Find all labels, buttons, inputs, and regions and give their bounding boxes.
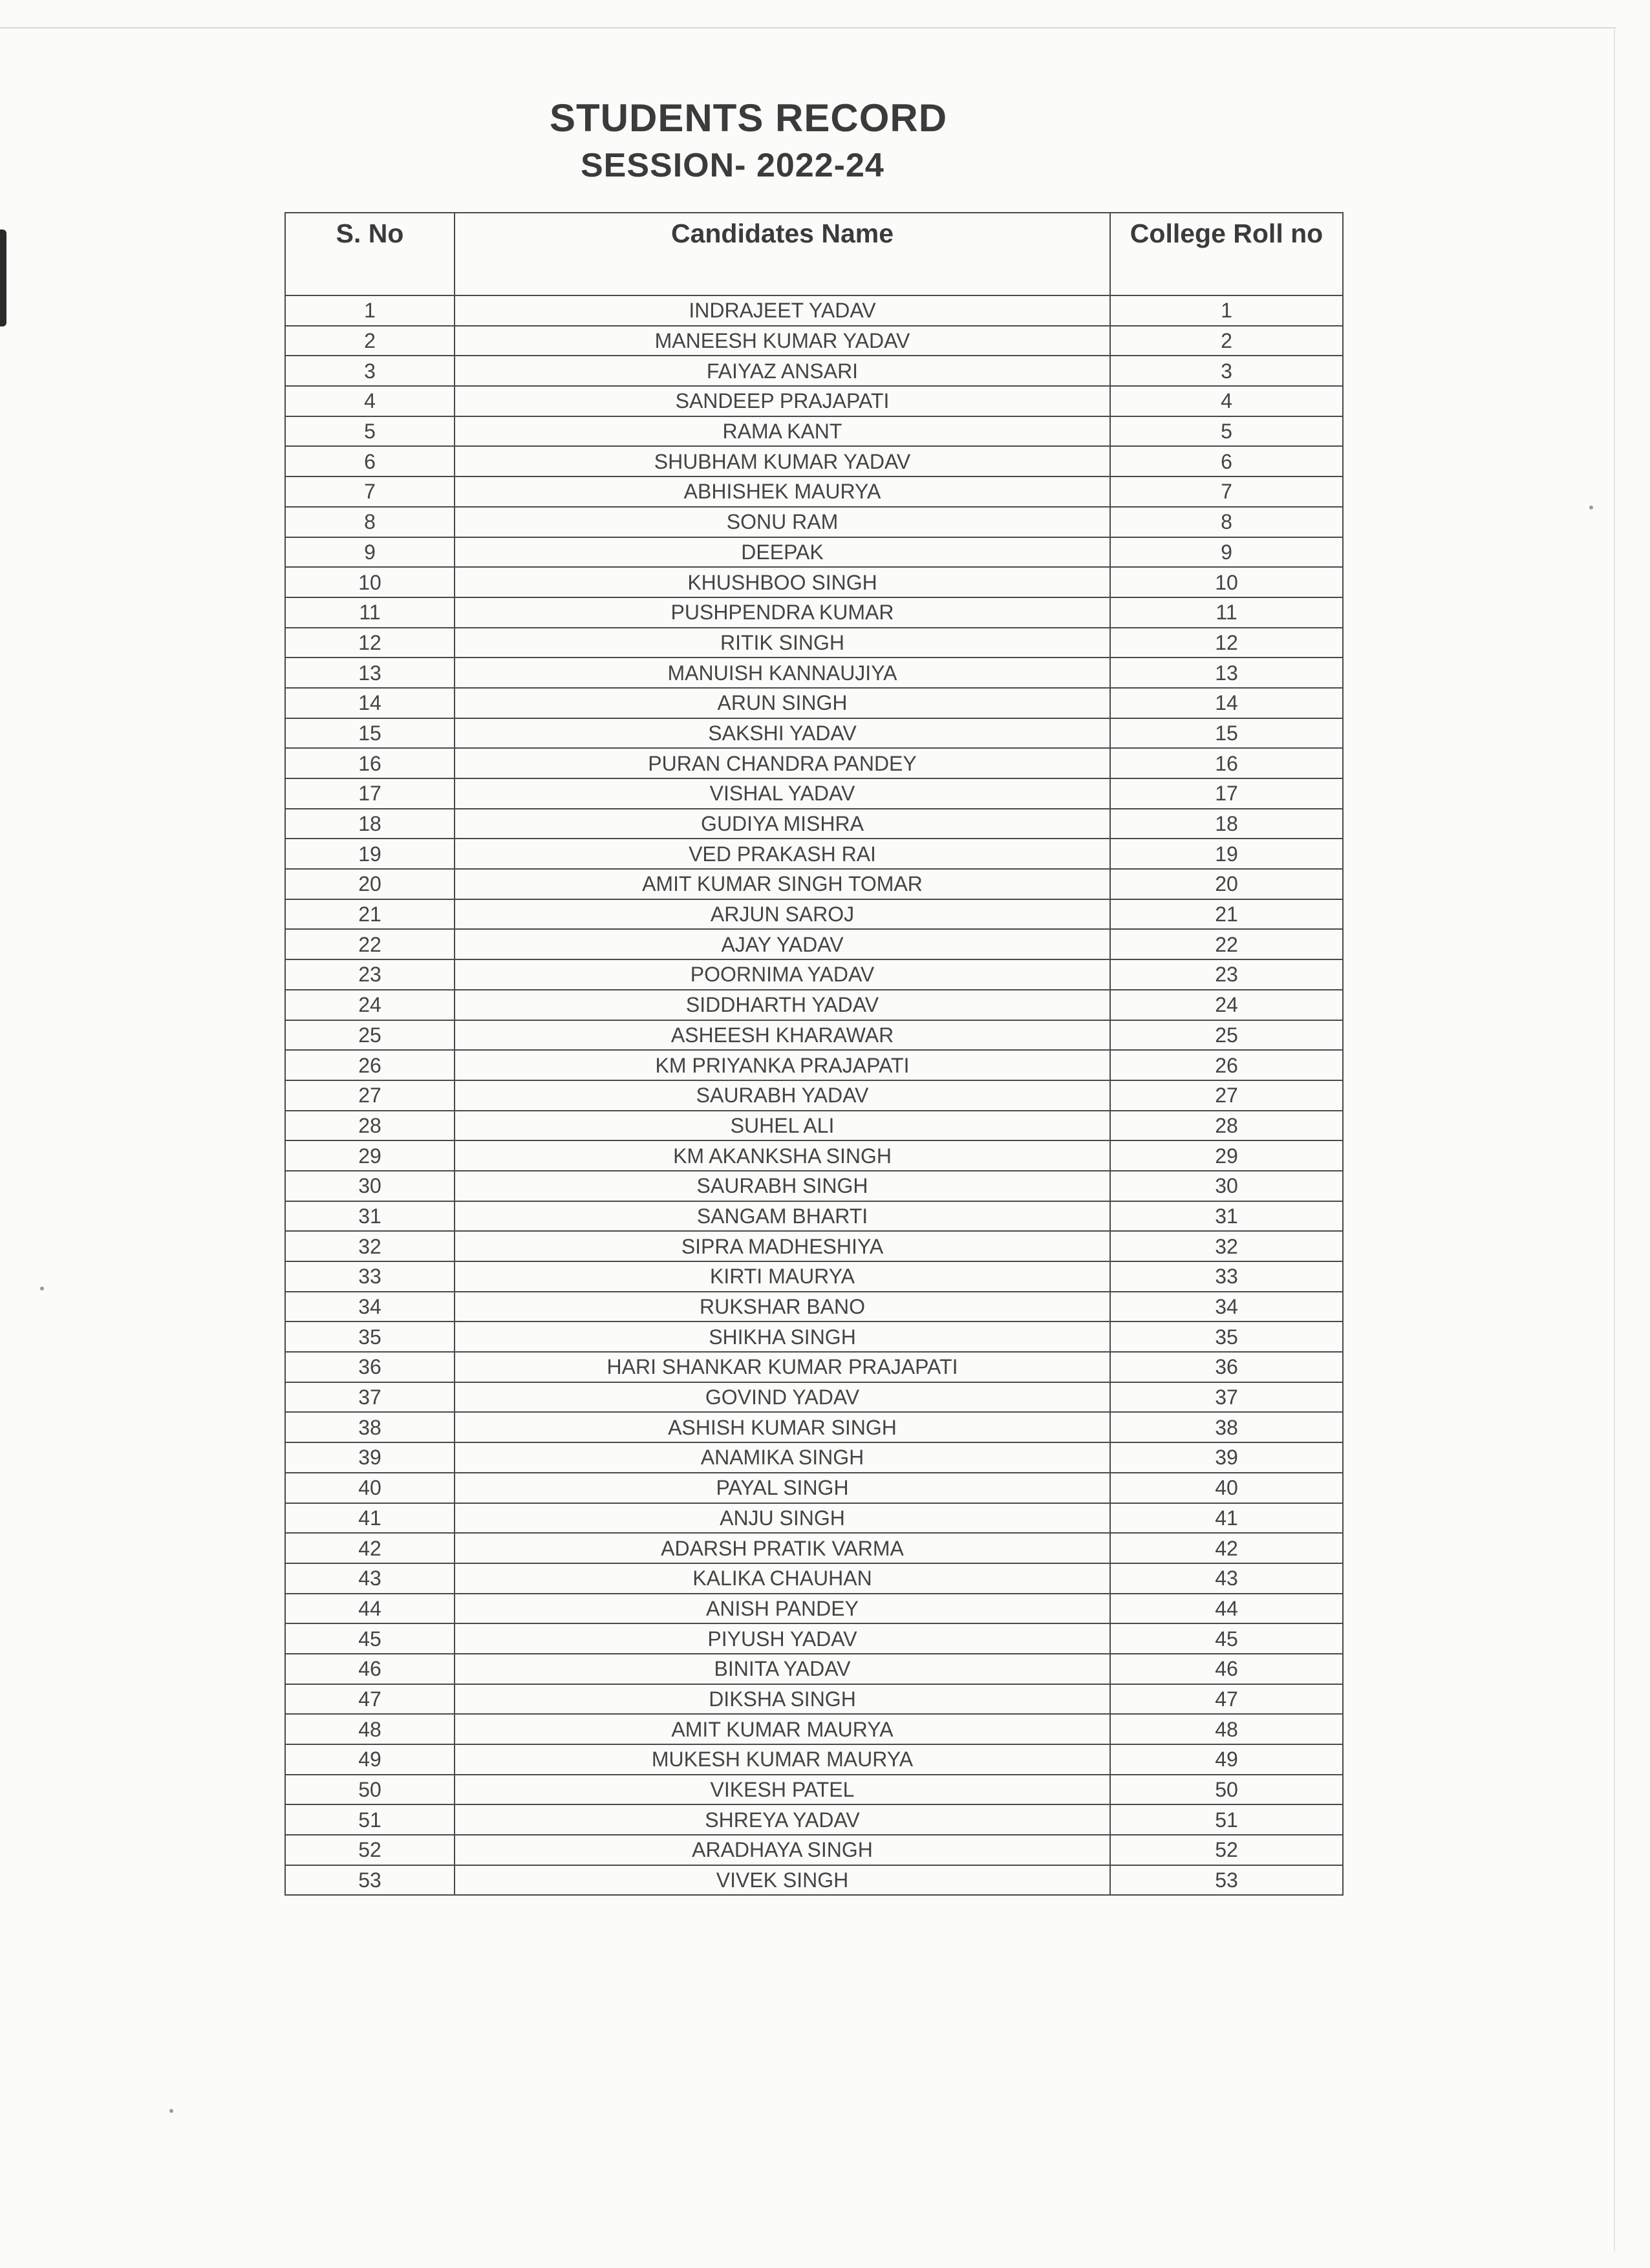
table-row: [285, 1503, 1343, 1534]
cell-college-roll-no: 22: [1110, 929, 1343, 959]
cell-college-roll-no: 26: [1110, 1050, 1343, 1080]
cell-college-roll-no: 19: [1110, 839, 1343, 869]
table-row: [285, 1714, 1343, 1744]
cell-college-roll-no: 30: [1110, 1171, 1343, 1201]
cell-candidate-name: VISHAL YADAV: [455, 778, 1110, 809]
table-row: [285, 326, 1343, 356]
cell-college-roll-no: 35: [1110, 1321, 1343, 1352]
table-row: [285, 1563, 1343, 1594]
cell-college-roll-no: 1: [1110, 295, 1343, 326]
students-record-table: [284, 212, 1344, 1896]
cell-candidate-name: SAKSHI YADAV: [455, 718, 1110, 749]
cell-sno: 1: [285, 295, 455, 326]
cell-candidate-name: PUSHPENDRA KUMAR: [455, 597, 1110, 628]
cell-college-roll-no: 29: [1110, 1140, 1343, 1171]
cell-sno: 17: [285, 778, 455, 809]
cell-candidate-name: PAYAL SINGH: [455, 1473, 1110, 1503]
cell-candidate-name: ARJUN SAROJ: [455, 899, 1110, 930]
cell-sno: 23: [285, 959, 455, 990]
scan-edge-top: [0, 27, 1616, 28]
cell-sno: 3: [285, 356, 455, 386]
table-row: [285, 959, 1343, 990]
cell-candidate-name: AJAY YADAV: [455, 929, 1110, 959]
table-row: [285, 1231, 1343, 1261]
cell-college-roll-no: 42: [1110, 1533, 1343, 1563]
table-row: [285, 1382, 1343, 1413]
table-row: [285, 809, 1343, 839]
cell-candidate-name: INDRAJEET YADAV: [455, 295, 1110, 326]
table-row: [285, 1473, 1343, 1503]
cell-candidate-name: GUDIYA MISHRA: [455, 809, 1110, 839]
cell-college-roll-no: 21: [1110, 899, 1343, 930]
table-row: [285, 295, 1343, 326]
cell-college-roll-no: 10: [1110, 567, 1343, 597]
cell-sno: 52: [285, 1835, 455, 1865]
cell-college-roll-no: 5: [1110, 416, 1343, 447]
cell-candidate-name: DEEPAK: [455, 537, 1110, 568]
cell-sno: 43: [285, 1563, 455, 1594]
cell-sno: 6: [285, 446, 455, 476]
table-row: [285, 869, 1343, 899]
cell-college-roll-no: 12: [1110, 628, 1343, 658]
table-row: [285, 899, 1343, 930]
cell-college-roll-no: 32: [1110, 1231, 1343, 1261]
cell-candidate-name: VED PRAKASH RAI: [455, 839, 1110, 869]
cell-sno: 31: [285, 1201, 455, 1232]
table-row: [285, 1442, 1343, 1473]
cell-sno: 53: [285, 1865, 455, 1896]
cell-college-roll-no: 37: [1110, 1382, 1343, 1413]
cell-candidate-name: ASHEESH KHARAWAR: [455, 1020, 1110, 1051]
table-row: [285, 356, 1343, 386]
scan-binder-mark: [0, 230, 6, 326]
cell-candidate-name: SHUBHAM KUMAR YADAV: [455, 446, 1110, 476]
cell-sno: 10: [285, 567, 455, 597]
header-candidate-name: Candidates Name: [455, 213, 1110, 295]
cell-candidate-name: KM PRIYANKA PRAJAPATI: [455, 1050, 1110, 1080]
scan-speck: [1589, 506, 1593, 509]
cell-candidate-name: ASHISH KUMAR SINGH: [455, 1412, 1110, 1442]
cell-candidate-name: ANISH PANDEY: [455, 1594, 1110, 1624]
cell-candidate-name: RITIK SINGH: [455, 628, 1110, 658]
table-row: [285, 839, 1343, 869]
cell-college-roll-no: 23: [1110, 959, 1343, 990]
cell-candidate-name: SIPRA MADHESHIYA: [455, 1231, 1110, 1261]
table-row: [285, 1261, 1343, 1292]
cell-candidate-name: ANJU SINGH: [455, 1503, 1110, 1534]
cell-candidate-name: SIDDHARTH YADAV: [455, 990, 1110, 1020]
cell-college-roll-no: 48: [1110, 1714, 1343, 1744]
cell-sno: 44: [285, 1594, 455, 1624]
cell-college-roll-no: 14: [1110, 688, 1343, 718]
table-row: [285, 1352, 1343, 1382]
cell-candidate-name: HARI SHANKAR KUMAR PRAJAPATI: [455, 1352, 1110, 1382]
table-row: [285, 597, 1343, 628]
cell-candidate-name: AMIT KUMAR SINGH TOMAR: [455, 869, 1110, 899]
table-row: [285, 1080, 1343, 1111]
cell-college-roll-no: 34: [1110, 1292, 1343, 1322]
table-row: [285, 778, 1343, 809]
cell-sno: 11: [285, 597, 455, 628]
table-row: [285, 1654, 1343, 1684]
cell-candidate-name: SAURABH SINGH: [455, 1171, 1110, 1201]
cell-sno: 27: [285, 1080, 455, 1111]
cell-college-roll-no: 44: [1110, 1594, 1343, 1624]
cell-college-roll-no: 6: [1110, 446, 1343, 476]
cell-candidate-name: MANEESH KUMAR YADAV: [455, 326, 1110, 356]
cell-college-roll-no: 31: [1110, 1201, 1343, 1232]
table-header-row: [285, 213, 1343, 295]
table-row: [285, 446, 1343, 476]
cell-sno: 28: [285, 1111, 455, 1141]
cell-candidate-name: KIRTI MAURYA: [455, 1261, 1110, 1292]
table-row: [285, 537, 1343, 568]
table-row: [285, 1684, 1343, 1715]
cell-college-roll-no: 2: [1110, 326, 1343, 356]
cell-college-roll-no: 17: [1110, 778, 1343, 809]
cell-college-roll-no: 16: [1110, 748, 1343, 778]
cell-college-roll-no: 15: [1110, 718, 1343, 749]
cell-college-roll-no: 28: [1110, 1111, 1343, 1141]
cell-candidate-name: ARUN SINGH: [455, 688, 1110, 718]
cell-sno: 37: [285, 1382, 455, 1413]
cell-sno: 45: [285, 1623, 455, 1654]
cell-college-roll-no: 49: [1110, 1744, 1343, 1775]
table-row: [285, 1111, 1343, 1141]
cell-sno: 24: [285, 990, 455, 1020]
cell-candidate-name: ADARSH PRATIK VARMA: [455, 1533, 1110, 1563]
table-row: [285, 929, 1343, 959]
cell-candidate-name: SUHEL ALI: [455, 1111, 1110, 1141]
cell-candidate-name: SANDEEP PRAJAPATI: [455, 386, 1110, 416]
cell-sno: 36: [285, 1352, 455, 1382]
cell-sno: 5: [285, 416, 455, 447]
cell-sno: 25: [285, 1020, 455, 1051]
cell-college-roll-no: 51: [1110, 1804, 1343, 1835]
cell-candidate-name: KHUSHBOO SINGH: [455, 567, 1110, 597]
cell-sno: 19: [285, 839, 455, 869]
table-row: [285, 1020, 1343, 1051]
table-row: [285, 507, 1343, 537]
cell-sno: 33: [285, 1261, 455, 1292]
table-row: [285, 628, 1343, 658]
table-row: [285, 1835, 1343, 1865]
cell-college-roll-no: 52: [1110, 1835, 1343, 1865]
cell-college-roll-no: 11: [1110, 597, 1343, 628]
cell-candidate-name: FAIYAZ ANSARI: [455, 356, 1110, 386]
cell-sno: 22: [285, 929, 455, 959]
cell-college-roll-no: 13: [1110, 658, 1343, 688]
cell-candidate-name: POORNIMA YADAV: [455, 959, 1110, 990]
cell-sno: 13: [285, 658, 455, 688]
cell-candidate-name: KALIKA CHAUHAN: [455, 1563, 1110, 1594]
cell-sno: 7: [285, 476, 455, 507]
table-row: [285, 1533, 1343, 1563]
table-row: [285, 1171, 1343, 1201]
cell-college-roll-no: 3: [1110, 356, 1343, 386]
cell-candidate-name: BINITA YADAV: [455, 1654, 1110, 1684]
table-body: [285, 295, 1343, 1895]
cell-candidate-name: MUKESH KUMAR MAURYA: [455, 1744, 1110, 1775]
cell-candidate-name: SAURABH YADAV: [455, 1080, 1110, 1111]
cell-sno: 15: [285, 718, 455, 749]
table-row: [285, 1594, 1343, 1624]
cell-college-roll-no: 43: [1110, 1563, 1343, 1594]
table-row: [285, 1412, 1343, 1442]
table-row: [285, 1804, 1343, 1835]
cell-sno: 16: [285, 748, 455, 778]
cell-sno: 34: [285, 1292, 455, 1322]
cell-college-roll-no: 9: [1110, 537, 1343, 568]
cell-candidate-name: ARADHAYA SINGH: [455, 1835, 1110, 1865]
cell-sno: 12: [285, 628, 455, 658]
cell-sno: 14: [285, 688, 455, 718]
document-session: SESSION- 2022-24: [581, 147, 884, 184]
table-row: [285, 718, 1343, 749]
scan-edge-right: [1614, 27, 1615, 2251]
cell-college-roll-no: 7: [1110, 476, 1343, 507]
cell-sno: 50: [285, 1775, 455, 1805]
scan-speck: [169, 2109, 173, 2113]
cell-candidate-name: AMIT KUMAR MAURYA: [455, 1714, 1110, 1744]
cell-college-roll-no: 41: [1110, 1503, 1343, 1534]
cell-college-roll-no: 39: [1110, 1442, 1343, 1473]
cell-sno: 49: [285, 1744, 455, 1775]
cell-sno: 35: [285, 1321, 455, 1352]
cell-candidate-name: DIKSHA SINGH: [455, 1684, 1110, 1715]
cell-candidate-name: RAMA KANT: [455, 416, 1110, 447]
table-row: [285, 1201, 1343, 1232]
cell-candidate-name: ANAMIKA SINGH: [455, 1442, 1110, 1473]
cell-college-roll-no: 33: [1110, 1261, 1343, 1292]
table-row: [285, 476, 1343, 507]
scan-speck: [40, 1287, 44, 1290]
cell-candidate-name: VIVEK SINGH: [455, 1865, 1110, 1896]
cell-candidate-name: VIKESH PATEL: [455, 1775, 1110, 1805]
cell-candidate-name: PIYUSH YADAV: [455, 1623, 1110, 1654]
cell-candidate-name: ABHISHEK MAURYA: [455, 476, 1110, 507]
cell-sno: 32: [285, 1231, 455, 1261]
cell-sno: 20: [285, 869, 455, 899]
header-sno: S. No: [285, 213, 455, 295]
cell-candidate-name: GOVIND YADAV: [455, 1382, 1110, 1413]
table-row: [285, 1321, 1343, 1352]
cell-sno: 18: [285, 809, 455, 839]
cell-college-roll-no: 27: [1110, 1080, 1343, 1111]
cell-sno: 9: [285, 537, 455, 568]
table-row: [285, 1744, 1343, 1775]
cell-sno: 2: [285, 326, 455, 356]
cell-college-roll-no: 47: [1110, 1684, 1343, 1715]
cell-candidate-name: KM AKANKSHA SINGH: [455, 1140, 1110, 1171]
cell-college-roll-no: 38: [1110, 1412, 1343, 1442]
table-row: [285, 990, 1343, 1020]
cell-college-roll-no: 24: [1110, 990, 1343, 1020]
cell-candidate-name: SONU RAM: [455, 507, 1110, 537]
cell-candidate-name: MANUISH KANNAUJIYA: [455, 658, 1110, 688]
cell-candidate-name: RUKSHAR BANO: [455, 1292, 1110, 1322]
cell-sno: 29: [285, 1140, 455, 1171]
cell-sno: 39: [285, 1442, 455, 1473]
table-row: [285, 1865, 1343, 1896]
cell-candidate-name: SHIKHA SINGH: [455, 1321, 1110, 1352]
cell-sno: 47: [285, 1684, 455, 1715]
table-row: [285, 688, 1343, 718]
cell-college-roll-no: 45: [1110, 1623, 1343, 1654]
cell-college-roll-no: 36: [1110, 1352, 1343, 1382]
cell-candidate-name: SHREYA YADAV: [455, 1804, 1110, 1835]
cell-college-roll-no: 18: [1110, 809, 1343, 839]
table-row: [285, 1050, 1343, 1080]
cell-sno: 48: [285, 1714, 455, 1744]
table-row: [285, 567, 1343, 597]
table-row: [285, 658, 1343, 688]
cell-sno: 8: [285, 507, 455, 537]
cell-college-roll-no: 8: [1110, 507, 1343, 537]
document-title: STUDENTS RECORD: [550, 96, 948, 140]
cell-sno: 4: [285, 386, 455, 416]
cell-college-roll-no: 46: [1110, 1654, 1343, 1684]
cell-college-roll-no: 53: [1110, 1865, 1343, 1896]
table-row: [285, 386, 1343, 416]
cell-sno: 46: [285, 1654, 455, 1684]
table-row: [285, 1292, 1343, 1322]
cell-sno: 41: [285, 1503, 455, 1534]
header-college-roll-no: College Roll no: [1110, 213, 1343, 295]
cell-sno: 51: [285, 1804, 455, 1835]
cell-sno: 30: [285, 1171, 455, 1201]
table-row: [285, 1623, 1343, 1654]
cell-sno: 26: [285, 1050, 455, 1080]
table-row: [285, 416, 1343, 447]
cell-sno: 21: [285, 899, 455, 930]
cell-sno: 40: [285, 1473, 455, 1503]
cell-college-roll-no: 20: [1110, 869, 1343, 899]
cell-sno: 42: [285, 1533, 455, 1563]
cell-college-roll-no: 50: [1110, 1775, 1343, 1805]
cell-college-roll-no: 4: [1110, 386, 1343, 416]
table-row: [285, 748, 1343, 778]
cell-college-roll-no: 25: [1110, 1020, 1343, 1051]
cell-candidate-name: SANGAM BHARTI: [455, 1201, 1110, 1232]
cell-college-roll-no: 40: [1110, 1473, 1343, 1503]
table-row: [285, 1775, 1343, 1805]
cell-sno: 38: [285, 1412, 455, 1442]
cell-candidate-name: PURAN CHANDRA PANDEY: [455, 748, 1110, 778]
table-row: [285, 1140, 1343, 1171]
